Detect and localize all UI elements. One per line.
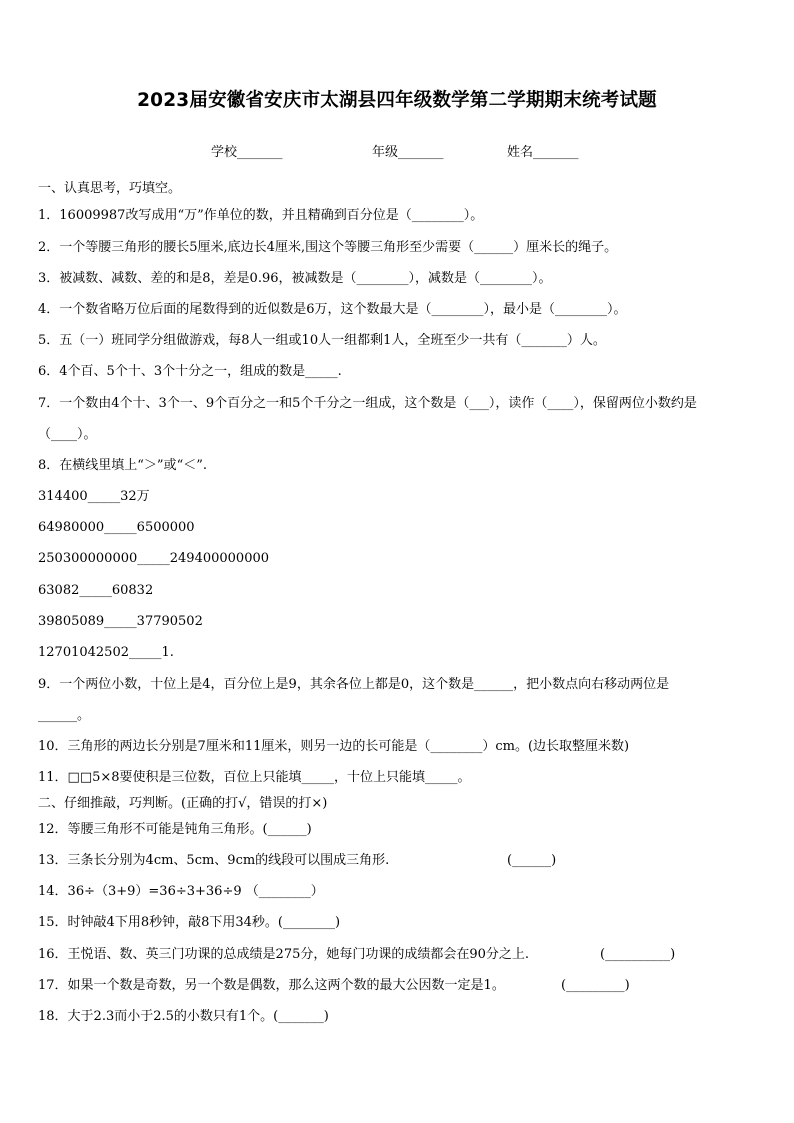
comparison-item: 39805089_____37790502 [38,614,203,629]
question-13-blank: (______) [507,853,557,868]
comparison-item: 12701042502_____1. [38,645,174,660]
question-17-blank: (_________) [561,978,630,993]
question-12: 12．等腰三角形不可能是钝角三角形。(______) [38,822,312,837]
question-14: 14．36÷（3+9）=36÷3+36÷9 （________） [38,884,324,899]
question-2: 2．一个等腰三角形的腰长5厘米,底边长4厘米,围这个等腰三角形至少需要（______）厘米长的绳子。 [38,240,618,255]
question-1: 1．16009987改写成用“万”作单位的数，并且精确到百分位是（________）。 [38,208,484,223]
question-17: 17．如果一个数是奇数，另一个数是偶数，那么这两个数的最大公因数一定是1。 [38,978,505,993]
question-3: 3．被减数、减数、差的和是8，差是0.96，被减数是（________），减数是（________）。 [38,271,552,286]
section-1-heading: 一、认真思考，巧填空。 [38,181,182,196]
question-9: 9．一个两位小数，十位上是4，百分位上是9，其余各位上都是0，这个数是______，把小数点向右移动两位是 [38,677,670,692]
question-4: 4．一个数省略万位后面的尾数得到的近似数是6万，这个数最大是（________），最小是（________）。 [38,302,627,317]
comparison-item: 64980000_____6500000 [38,520,195,535]
school-field: 学校_______ [211,145,283,160]
comparison-item: 250300000000_____249400000000 [38,551,270,566]
question-8: 8．在横线里填上“＞”或“＜”. [38,458,207,473]
question-13: 13．三条长分别为4cm、5cm、9cm的线段可以围成三角形. [38,853,390,868]
question-16-blank: (__________) [600,947,676,962]
question-15: 15．时钟敲4下用8秒钟，敲8下用34秒。(________) [38,915,341,930]
comparison-item: 63082_____60832 [38,583,154,598]
question-7-continued: （____）。 [38,427,97,442]
question-16: 16．王悦语、数、英三门功课的总成绩是275分，她每门功课的成绩都会在90分之上. [38,947,530,962]
question-18: 18．大于2.3而小于2.5的小数只有1个。(_______) [38,1009,329,1024]
name-field: 姓名_______ [507,145,579,160]
question-9-continued: ______。 [38,708,91,723]
page-title: 2023届安徽省安庆市太湖县四年级数学第二学期期末统考试题 [137,90,657,111]
question-10: 10．三角形的两边长分别是7厘米和11厘米，则另一边的长可能是（________）cm。(边长取整厘米数) [38,739,630,754]
section-2-heading: 二、仔细推敲，巧判断。(正确的打√，错误的打×) [38,796,328,811]
grade-field: 年级_______ [372,145,444,160]
question-7: 7．一个数由4个十、3个一、9个百分之一和5个千分之一组成，这个数是（___），读作（____），保留两位小数约是 [38,396,697,411]
question-11: 11．□□5×8要使积是三位数，百位上只能填_____，十位上只能填_____。 [38,770,471,785]
comparison-item: 314400_____32万 [38,489,150,504]
question-6: 6．4个百、5个十、3个十分之一，组成的数是_____. [38,364,342,379]
question-5: 5．五（一）班同学分组做游戏，每8人一组或10人一组都剩1人，全班至少一共有（_______）人。 [38,333,606,348]
